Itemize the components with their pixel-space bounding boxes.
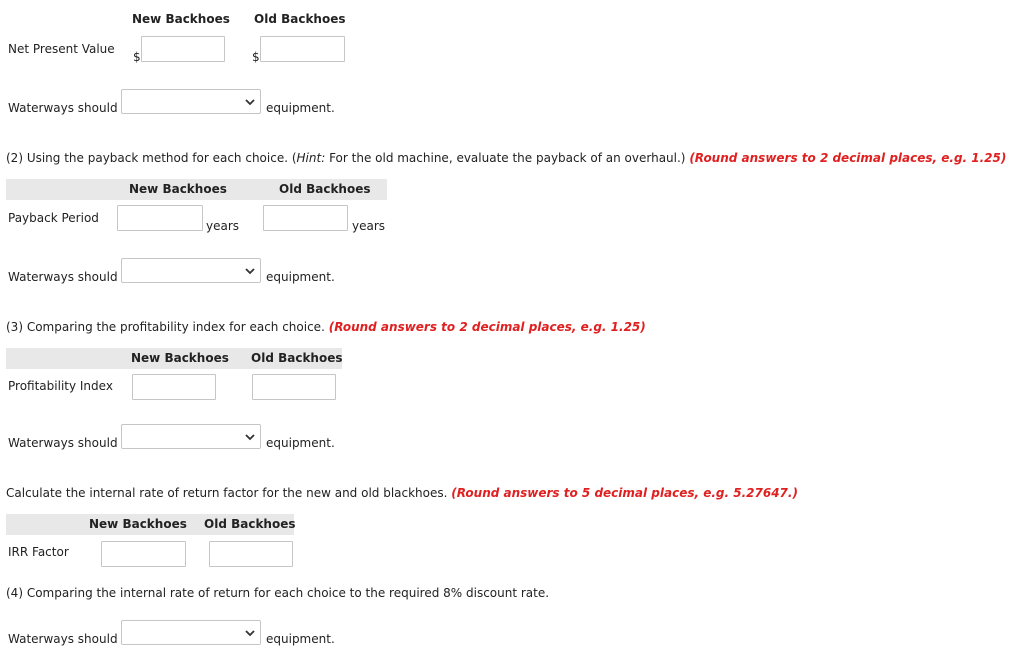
- payback-decision-prefix: Waterways should: [8, 270, 118, 284]
- pi-row-label: Profitability Index: [8, 379, 113, 393]
- irr-decision-suffix: equipment.: [266, 632, 335, 646]
- chevron-down-icon: [244, 431, 256, 443]
- npv-row-label: Net Present Value: [8, 42, 115, 56]
- pi-new-input[interactable]: [132, 374, 216, 400]
- irr-instructions: Calculate the internal rate of return factor for the new and old blackhoes. (Round answers to 5 decimal places, e.g. 5.27647.): [6, 486, 798, 500]
- payback-old-input[interactable]: [263, 205, 348, 231]
- chevron-down-icon: [244, 627, 256, 639]
- irr-col-new: New Backhoes: [89, 517, 187, 531]
- pi-decision-suffix: equipment.: [266, 436, 335, 450]
- pi-decision-prefix: Waterways should: [8, 436, 118, 450]
- npv-old-input[interactable]: [260, 36, 345, 62]
- irr-old-input[interactable]: [209, 541, 293, 567]
- npv-old-currency: $: [252, 50, 260, 64]
- npv-decision-prefix: Waterways should: [8, 101, 118, 115]
- irr-decision-prefix: Waterways should: [8, 632, 118, 646]
- payback-instructions: (2) Using the payback method for each choice. (Hint: For the old machine, evaluate the payback of an overhaul.) (Round answers to 2 decimal places, e.g. 1.25): [6, 151, 1007, 165]
- irr-col-old: Old Backhoes: [204, 517, 296, 531]
- payback-new-input[interactable]: [117, 205, 203, 231]
- npv-decision-suffix: equipment.: [266, 101, 335, 115]
- irr-new-input[interactable]: [101, 541, 186, 567]
- payback-old-unit: years: [352, 219, 386, 233]
- irr-decision-select[interactable]: [121, 620, 261, 645]
- npv-col-old: Old Backhoes: [254, 12, 346, 26]
- payback-col-new: New Backhoes: [129, 182, 227, 196]
- payback-decision-suffix: equipment.: [266, 270, 335, 284]
- payback-new-unit: years: [206, 219, 240, 233]
- payback-col-old: Old Backhoes: [279, 182, 371, 196]
- npv-col-new: New Backhoes: [132, 12, 230, 26]
- pi-col-new: New Backhoes: [131, 351, 229, 365]
- npv-new-input[interactable]: [141, 36, 225, 62]
- irr-compare-instructions: (4) Comparing the internal rate of return for each choice to the required 8% discount rate.: [6, 586, 550, 600]
- npv-new-currency: $: [133, 50, 141, 64]
- chevron-down-icon: [244, 96, 256, 108]
- payback-row-label: Payback Period: [8, 211, 99, 225]
- payback-decision-select[interactable]: [121, 258, 261, 283]
- pi-col-old: Old Backhoes: [251, 351, 343, 365]
- pi-old-input[interactable]: [252, 374, 336, 400]
- pi-instructions: (3) Comparing the profitability index for each choice. (Round answers to 2 decimal places, e.g. 1.25): [6, 320, 646, 334]
- chevron-down-icon: [244, 265, 256, 277]
- pi-decision-select[interactable]: [121, 424, 261, 449]
- npv-decision-select[interactable]: [121, 89, 261, 114]
- irr-row-label: IRR Factor: [8, 545, 69, 559]
